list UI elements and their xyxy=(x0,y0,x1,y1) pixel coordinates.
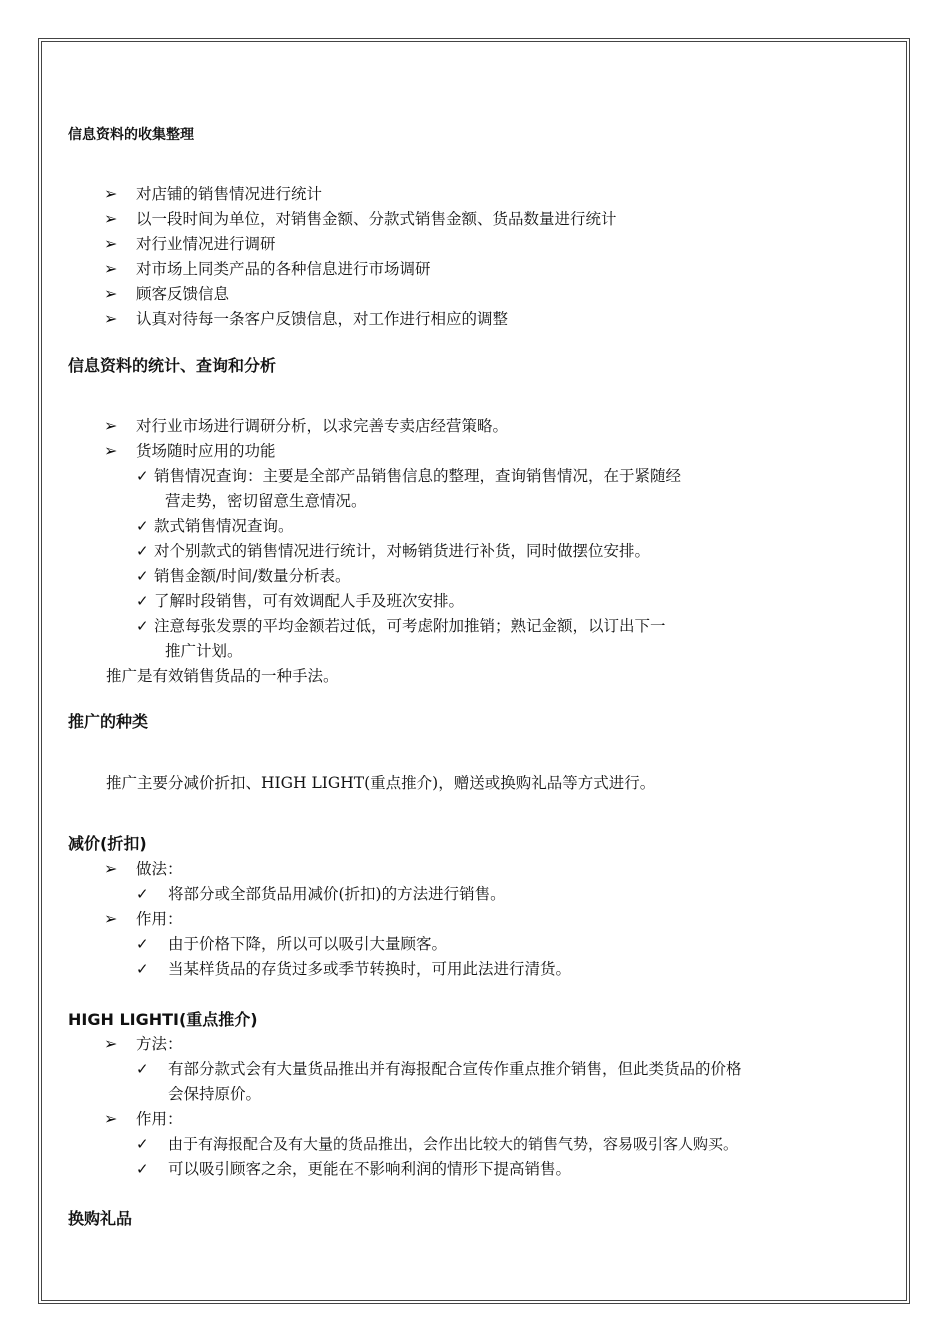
section-title-promo: 推广的种类 xyxy=(68,712,149,731)
check-item: 可以吸引顾客之余，更能在不影响利润的情形下提高销售。 xyxy=(168,1160,572,1178)
list-item: 做法： xyxy=(136,860,183,878)
arrow-right-bullet-icon: ➢ xyxy=(104,209,118,228)
check-item: 由于价格下降，所以可以吸引大量顾客。 xyxy=(168,935,448,953)
check-item: 有部分款式会有大量货品推出并有海报配合宣传作重点推介销售，但此类货品的价格 xyxy=(168,1060,742,1078)
section-title-highlight: HIGH LIGHTI(重点推介) xyxy=(68,1010,258,1029)
check-item: 款式销售情况查询。 xyxy=(154,517,294,535)
checkmark-bullet-icon: ✓ xyxy=(136,1135,149,1153)
list-item: 对行业市场进行调研分析，以求完善专卖店经营策略。 xyxy=(136,417,509,435)
checkmark-bullet-icon: ✓ xyxy=(136,592,149,610)
arrow-right-bullet-icon: ➢ xyxy=(104,259,118,278)
checkmark-bullet-icon: ✓ xyxy=(136,517,149,535)
section-title-analysis: 信息资料的统计、查询和分析 xyxy=(68,356,277,375)
checkmark-bullet-icon: ✓ xyxy=(136,885,149,903)
check-item-continuation: 会保持原价。 xyxy=(168,1085,262,1103)
list-item: 对行业情况进行调研 xyxy=(136,235,276,253)
arrow-right-bullet-icon: ➢ xyxy=(104,284,118,303)
list-item: 对店铺的销售情况进行统计 xyxy=(136,185,323,203)
paragraph-text: 推广主要分减价折扣、HIGH LIGHT(重点推介)，赠送或换购礼品等方式进行。 xyxy=(106,774,656,792)
check-item-continuation: 推广计划。 xyxy=(165,642,243,660)
check-item: 对个别款式的销售情况进行统计，对畅销货进行补货，同时做摆位安排。 xyxy=(154,542,651,560)
checkmark-bullet-icon: ✓ xyxy=(136,935,149,953)
list-item: 顾客反馈信息 xyxy=(136,285,230,303)
note-text: 推广是有效销售货品的一种手法。 xyxy=(106,667,339,685)
arrow-right-bullet-icon: ➢ xyxy=(104,1034,118,1053)
check-item: 销售情况查询：主要是全部产品销售信息的整理，查询销售情况，在于紧随经 xyxy=(154,467,682,485)
list-item: 以一段时间为单位，对销售金额、分款式销售金额、货品数量进行统计 xyxy=(136,210,617,228)
list-item: 货场随时应用的功能 xyxy=(136,442,276,460)
check-item-continuation: 营走势，密切留意生意情况。 xyxy=(165,492,367,510)
arrow-right-bullet-icon: ➢ xyxy=(104,859,118,878)
check-item: 由于有海报配合及有大量的货品推出，会作出比较大的销售气势，容易吸引客人购买。 xyxy=(168,1135,739,1153)
arrow-right-bullet-icon: ➢ xyxy=(104,234,118,253)
check-item: 了解时段销售，可有效调配人手及班次安排。 xyxy=(154,592,465,610)
arrow-right-bullet-icon: ➢ xyxy=(104,184,118,203)
list-item: 作用： xyxy=(136,1110,183,1128)
check-item: 当某样货品的存货过多或季节转换时，可用此法进行清货。 xyxy=(168,960,572,978)
arrow-right-bullet-icon: ➢ xyxy=(104,909,118,928)
arrow-right-bullet-icon: ➢ xyxy=(104,309,118,328)
check-item: 将部分或全部货品用减价(折扣)的方法进行销售。 xyxy=(168,885,506,903)
checkmark-bullet-icon: ✓ xyxy=(136,1060,149,1078)
arrow-right-bullet-icon: ➢ xyxy=(104,416,118,435)
checkmark-bullet-icon: ✓ xyxy=(136,617,149,635)
arrow-right-bullet-icon: ➢ xyxy=(104,1109,118,1128)
checkmark-bullet-icon: ✓ xyxy=(136,960,149,978)
arrow-right-bullet-icon: ➢ xyxy=(104,441,118,460)
checkmark-bullet-icon: ✓ xyxy=(136,1160,149,1178)
check-item: 注意每张发票的平均金额若过低，可考虑附加推销；熟记金额，以订出下一 xyxy=(154,617,666,635)
section-title-discount: 减价(折扣) xyxy=(68,834,147,853)
checkmark-bullet-icon: ✓ xyxy=(136,542,149,560)
list-item: 对市场上同类产品的各种信息进行市场调研 xyxy=(136,260,431,278)
section-title-exchange: 换购礼品 xyxy=(68,1209,133,1228)
checkmark-bullet-icon: ✓ xyxy=(136,467,149,485)
section-title-collect: 信息资料的收集整理 xyxy=(68,127,194,143)
check-item: 销售金额/时间/数量分析表。 xyxy=(154,567,351,585)
list-item: 方法： xyxy=(136,1035,183,1053)
list-item: 认真对待每一条客户反馈信息，对工作进行相应的调整 xyxy=(136,310,509,328)
list-item: 作用： xyxy=(136,910,183,928)
checkmark-bullet-icon: ✓ xyxy=(136,567,149,585)
